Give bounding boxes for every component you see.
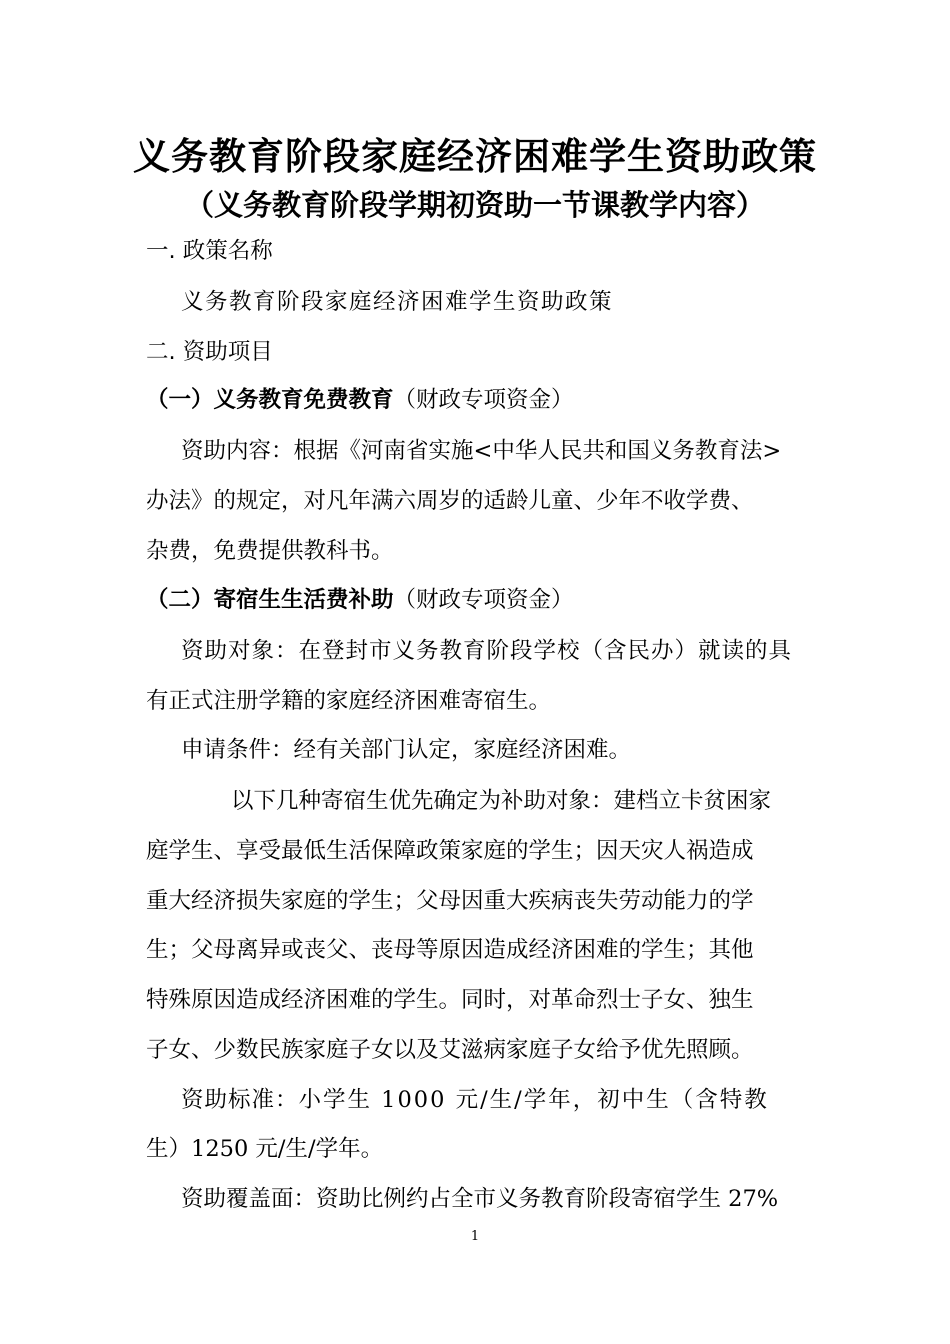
item2-standard-line-1 (181, 1085, 950, 1115)
item2-condition-label: 申请条件： (181, 737, 294, 763)
item2-target-line-1 (181, 636, 950, 666)
item2-coverage-line (181, 1184, 950, 1214)
item2-priority-line-4: 生；父母离异或丧父、丧母等原因造成经济困难的学生；其他 (146, 937, 754, 963)
item1-content-text: 根据《河南省实施<中华人民共和国义务教育法> (293, 438, 782, 464)
item1-heading-row (146, 385, 950, 415)
item1-content-line-1 (181, 436, 950, 466)
item2-coverage-label: 资助覆盖面： (181, 1186, 317, 1212)
item1-content-line-3: 杂费，免费提供教科书。 (146, 538, 394, 564)
document-title: 义务教育阶段家庭经济困难学生资助政策 (133, 135, 817, 178)
item2-standard-text: 小学生 1000 元/生/学年，初中生（含特教 (298, 1087, 769, 1113)
item2-priority-line-5: 特殊原因造成经济困难的学生。同时，对革命烈士子女、独生 (146, 987, 754, 1013)
page-number: 1 (470, 1229, 480, 1244)
item2-target-text: 在登封市义务教育阶段学校（含民办）就读的具 (298, 638, 793, 664)
item1-heading: （一）义务教育免费教育 (146, 387, 394, 413)
section-heading-projects: 二. 资助项目 (146, 339, 273, 365)
item2-standard-label: 资助标准： (181, 1087, 299, 1113)
item2-target-label: 资助对象： (181, 638, 299, 664)
item2-priority-line-2: 庭学生、享受最低生活保障政策家庭的学生；因天灾人祸造成 (146, 838, 754, 864)
item2-priority-line-3: 重大经济损失家庭的学生；父母因重大疾病丧失劳动能力的学 (146, 888, 754, 914)
item2-condition-text: 经有关部门认定，家庭经济困难。 (293, 737, 632, 763)
item2-condition-line (181, 735, 950, 765)
item2-priority-line-1: 以下几种寄宿生优先确定为补助对象：建档立卡贫困家 (231, 788, 772, 814)
item2-priority-line-6: 子女、少数民族家庭子女以及艾滋病家庭子女给予优先照顾。 (146, 1037, 754, 1063)
policy-name-text: 义务教育阶段家庭经济困难学生资助政策 (181, 289, 614, 315)
item1-content-line-2: 办法》的规定，对凡年满六周岁的适龄儿童、少年不收学费、 (146, 488, 754, 514)
item2-target-line-2: 有正式注册学籍的家庭经济困难寄宿生。 (146, 688, 552, 714)
item2-standard-line-2: 生）1250 元/生/学年。 (146, 1136, 384, 1162)
item1-content-label: 资助内容： (181, 438, 294, 464)
item2-heading-row (146, 585, 950, 615)
item2-coverage-text: 资助比例约占全市义务教育阶段寄宿学生 27% (316, 1186, 779, 1212)
item2-heading: （二）寄宿生生活费补助 (146, 587, 394, 613)
item1-note: （财政专项资金） (393, 387, 574, 413)
item2-note: （财政专项资金） (393, 587, 574, 613)
document-subtitle: （义务教育阶段学期初资助一节课教学内容） (184, 188, 765, 222)
section-heading-policy-name: 一. 政策名称 (146, 238, 273, 264)
